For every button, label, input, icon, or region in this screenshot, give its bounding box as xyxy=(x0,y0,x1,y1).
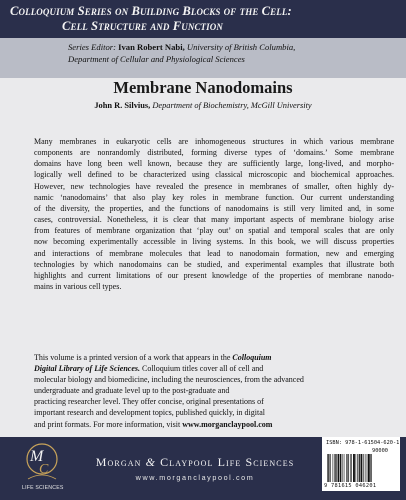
notice-website-link[interactable]: www.morganclaypool.com xyxy=(182,419,273,429)
publisher-ampersand: & xyxy=(145,455,156,469)
book-title: Membrane Nanodomains xyxy=(113,78,293,97)
series-title-line-1: Colloquium Series on Building Blocks of the Cell: xyxy=(10,4,292,18)
barcode-bars xyxy=(326,454,396,482)
price-code: 90000 xyxy=(372,448,388,454)
abstract-line: Many membranes in eukaryotic cells are inhomogeneous structures in which various membrane xyxy=(34,137,394,146)
series-editor-affiliation-1: University of British Columbia, xyxy=(186,42,296,52)
abstract-line: now becoming experimentally accessible in living systems. In this book, we will discuss properties xyxy=(34,237,394,247)
author-name: John R. Silvius, xyxy=(94,101,151,110)
notice-library-name-cont: Digital Library of Life Sciences. xyxy=(34,364,140,374)
abstract-line: mains in various cell types. xyxy=(34,282,122,292)
notice-text: and print formats. For more information, visit xyxy=(34,419,183,429)
svg-text:C: C xyxy=(39,462,49,477)
isbn-label: ISBN: 978-1-61504-620-1 xyxy=(326,440,400,446)
abstract-line: highlights and current limitations of our present knowledge of the properties of membrane nanodo- xyxy=(34,270,394,280)
publisher-name-left: Morgan xyxy=(95,455,142,469)
author-line xyxy=(0,101,406,110)
mc-life-sciences-logo xyxy=(22,441,62,487)
notice-text: Colloquium titles cover all of cell and xyxy=(139,364,264,374)
abstract-line: namic ‘nanodomains’ that also play key roles in membrane function. Our current understanding xyxy=(34,192,394,202)
abstract-line: from features of membrane organization that ‘play out’ on spatial and temporal scales that are only xyxy=(34,226,394,236)
abstract-line: and interactions of membrane molecules that lead to nanodomain formation, new and emerging xyxy=(34,248,394,258)
publisher-name xyxy=(80,455,310,470)
colloquium-notice xyxy=(34,352,386,430)
publisher-url[interactable]: www.morganclaypool.com xyxy=(135,473,255,482)
series-editor-label: Series Editor: xyxy=(68,42,116,52)
notice-library-name: Colloquium xyxy=(232,353,272,362)
publisher-name-right: Claypool Life Sciences xyxy=(160,455,295,469)
abstract-line: domains have long been well known, because they are sufficiently large, long-lived, and morpho- xyxy=(34,159,394,169)
series-title xyxy=(10,4,400,34)
series-editor xyxy=(68,42,404,65)
logo-caption: LIFE SCIENCES xyxy=(22,485,64,491)
notice-text: molecular biology and biomedicine, including the neurosciences, from the advanced xyxy=(34,375,304,385)
abstract-line: components are nonrandomly distributed, forming diverse types of ‘domains.’ Some membrane xyxy=(34,148,394,158)
notice-text: undergraduate and graduate level up to the post-graduate and xyxy=(34,386,230,396)
svg-text:M: M xyxy=(30,448,44,465)
abstract-line: logically well defined to be characterized using classical microscopic and biochemical approaches. xyxy=(34,170,394,180)
ean-digits: 9 781615 046201 xyxy=(324,483,377,489)
abstract-line: However, new technologies have revealed the presence in membranes of smaller, often highly dy- xyxy=(34,181,394,191)
notice-text: practicing researcher level. They offer concise, original presentations of xyxy=(34,397,264,407)
book-abstract xyxy=(34,136,394,292)
notice-text: This volume is a printed version of a work that appears in the xyxy=(34,353,233,362)
series-editor-affiliation-2: Department of Cellular and Physiological Sciences xyxy=(68,53,245,64)
author-affiliation: Department of Biochemistry, McGill University xyxy=(152,101,312,110)
notice-text: important research and development topics, published quickly, in digital xyxy=(34,408,265,418)
abstract-line: technologies by which nanodomains can be studied, and experimental examples that illustrate both xyxy=(34,259,394,269)
series-editor-name: Ivan Robert Nabi, xyxy=(118,42,185,52)
series-title-line-2: Cell Structure and Function xyxy=(62,19,223,33)
abstract-line: cases, controversial. Nonetheless, it is clear that many important aspects of membrane biology arise xyxy=(34,215,394,225)
abstract-line: of the diversity, the properties, and the functions of nanodomains is still very limited and, in some xyxy=(34,203,394,213)
